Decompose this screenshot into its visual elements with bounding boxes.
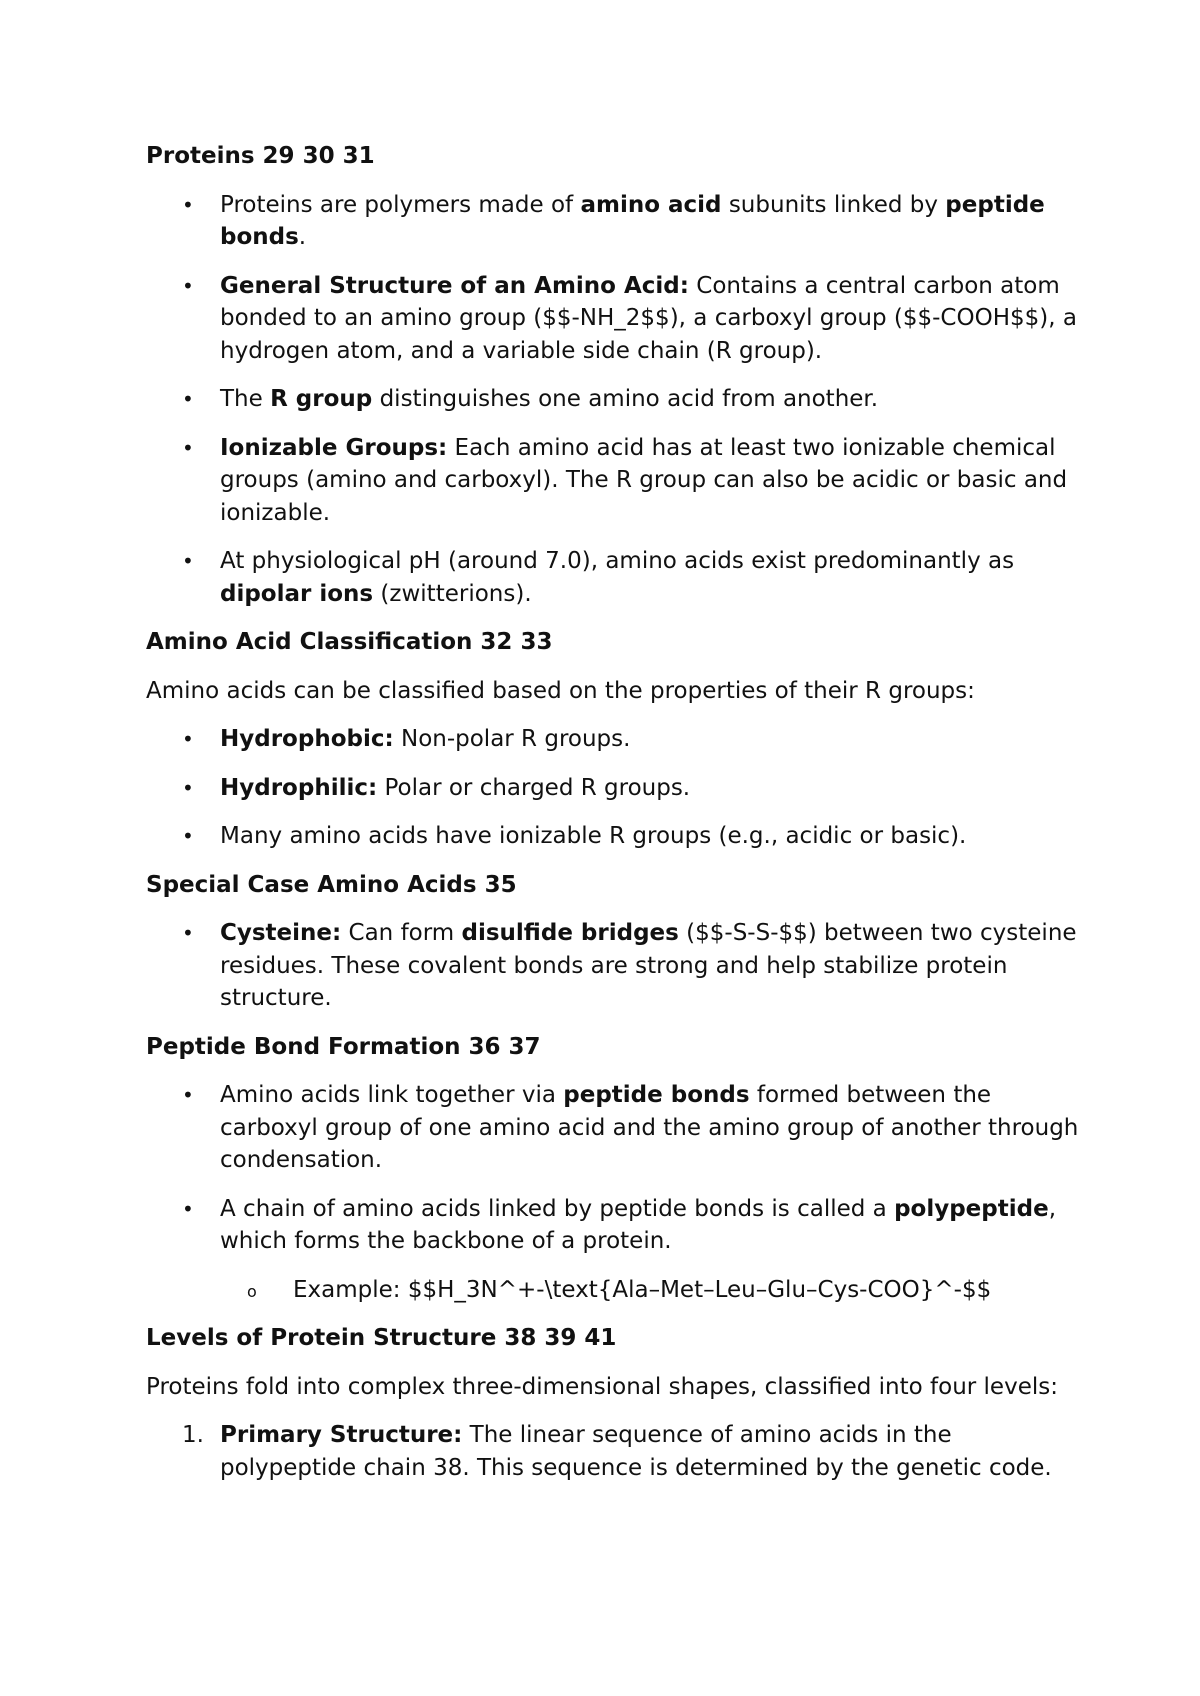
bullet-marker: • — [182, 921, 194, 945]
number-marker: 1. — [182, 1422, 204, 1448]
list-item: • General Structure of an Amino Acid: Contains a central carbon atom bonded to an amino group ($$-NH_2$$), a carboxyl group ($$-COOH$$), a hydrogen atom, and a variable side chain (R group). — [146, 270, 1086, 368]
heading-levels-of-protein-structure: Levels of Protein Structure 38 39 41 — [146, 1325, 617, 1351]
list-item: • Cysteine: Can form disulfide bridges ($$-S-S-$$) between two cysteine residues. These covalent bonds are strong and help stabilize protein structure. — [146, 917, 1086, 1015]
levels-list — [146, 1419, 1086, 1484]
list-item: • Hydrophilic: Polar or charged R groups. — [146, 772, 1086, 805]
peptide-bond-list — [146, 1079, 1086, 1306]
sub-list-item: o Example: $$H_3N^+-\text{Ala–Met–Leu–Glu–Cys-COO}^-$$ — [146, 1274, 1086, 1307]
list-item: • Many amino acids have ionizable R groups (e.g., acidic or basic). — [146, 820, 1086, 853]
list-item: • Amino acids link together via peptide bonds formed between the carboxyl group of one amino acid and the amino group of another through condensation. — [146, 1079, 1086, 1177]
bullet-marker: • — [182, 192, 194, 217]
heading-peptide-bond-formation: Peptide Bond Formation 36 37 — [146, 1033, 541, 1060]
classification-list — [146, 723, 1086, 853]
bullet-marker: • — [182, 1083, 194, 1107]
bullet-marker: • — [182, 435, 194, 460]
list-item: • Ionizable Groups: Each amino acid has at least two ionizable chemical groups (amino and carboxyl). The R group can also be acidic or basic and ionizable. — [146, 432, 1086, 530]
list-item: • Proteins are polymers made of amino acid subunits linked by peptide bonds. — [146, 189, 1086, 254]
bullet-marker: • — [182, 387, 194, 411]
heading-proteins: Proteins 29 30 31 — [146, 143, 375, 169]
sub-bullet-marker: o — [247, 1281, 257, 1301]
levels-intro: Proteins fold into complex three-dimensional shapes, classified into four levels: — [146, 1373, 1058, 1400]
list-item: • A chain of amino acids linked by peptide bonds is called a polypeptide, which forms the backbone of a protein. — [146, 1193, 1086, 1258]
document-page — [146, 140, 1086, 1500]
list-item: • The R group distinguishes one amino acid from another. — [146, 383, 1086, 416]
bullet-marker: • — [182, 549, 194, 573]
proteins-list — [146, 189, 1086, 611]
heading-special-case-amino-acids: Special Case Amino Acids 35 — [146, 871, 517, 898]
bullet-marker: • — [182, 824, 194, 848]
heading-amino-acid-classification: Amino Acid Classification 32 33 — [146, 629, 553, 655]
list-item: • At physiological pH (around 7.0), amino acids exist predominantly as dipolar ions (zwitterions). — [146, 545, 1086, 610]
list-item: • Hydrophobic: Non-polar R groups. — [146, 723, 1086, 756]
bullet-marker: • — [182, 727, 194, 751]
special-case-list — [146, 917, 1086, 1015]
bullet-marker: • — [182, 1196, 194, 1221]
bullet-marker: • — [182, 273, 194, 298]
classification-intro: Amino acids can be classified based on the properties of their R groups: — [146, 677, 975, 704]
bullet-marker: • — [182, 775, 194, 800]
numbered-list-item: 1. Primary Structure: The linear sequence of amino acids in the polypeptide chain 38. This sequence is determined by the genetic code. — [146, 1419, 1086, 1484]
